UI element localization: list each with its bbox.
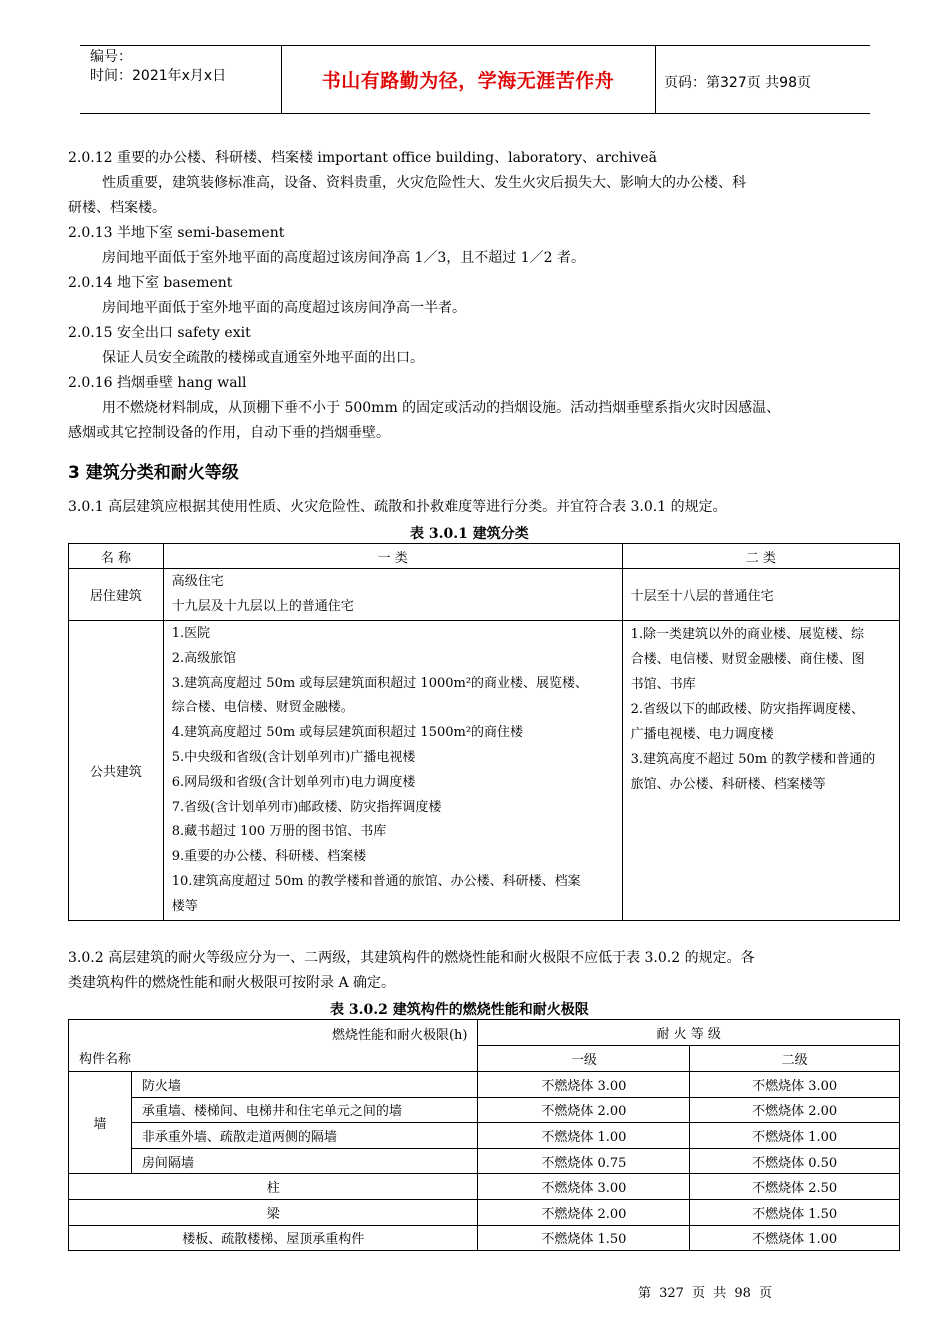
header-motto: 书山有路勤为径，学海无涯苦作舟 <box>321 70 615 92</box>
clause-2016-title: 2.0.16 挡烟垂壁 hang wall <box>68 375 247 391</box>
cell-line: 楼等 <box>171 898 198 914</box>
clause-2013-title: 2.0.13 半地下室 semi-basement <box>68 225 285 241</box>
cell-line: 3.建筑高度超过 50m 或每层建筑面积超过 1000m²的商业楼、展览楼、 <box>171 675 589 691</box>
component-name: 房间隔墙 <box>131 1148 478 1174</box>
grade-1-value: 不燃烧体 0.75 <box>478 1148 690 1174</box>
table-row <box>69 1225 900 1251</box>
table-302-caption: 表 3.0.2 建筑构件的燃烧性能和耐火极限 <box>330 1002 589 1018</box>
cell-line: 2.省级以下的邮政楼、防灾指挥调度楼、 <box>630 702 865 717</box>
clause-2012-line: 研楼、档案楼。 <box>68 200 166 216</box>
header-code: 编号： <box>90 49 132 65</box>
corner-top-label: 燃烧性能和耐火极限(h) <box>331 1028 468 1043</box>
paragraph-302-line: 类建筑构件的燃烧性能和耐火极限可按附录 A 确定。 <box>68 975 396 991</box>
header-page-info: 页码：第327页 共98页 <box>664 75 811 91</box>
cell-line: 综合楼、电信楼、财贸金融楼。 <box>171 700 354 716</box>
cell-line: 10.建筑高度超过 50m 的教学楼和普通的旅馆、办公楼、科研楼、档案 <box>171 873 581 889</box>
header-meta <box>90 48 226 86</box>
clause-2014-title: 2.0.14 地下室 basement <box>68 275 233 291</box>
page-footer: 第 327 页 共 98 页 <box>638 1286 773 1301</box>
grade-header: 耐 火 等 级 <box>478 1020 900 1046</box>
clause-2016-line: 用不燃烧材料制成，从顶棚下垂不小于 500mm 的固定或活动的挡烟设施。活动挡烟垂壁系指火灾时因感温、 <box>102 400 781 416</box>
section-3-heading: 3 建筑分类和耐火等级 <box>68 463 239 483</box>
cell-line: 广播电视楼、电力调度楼 <box>630 727 774 742</box>
grade-1-value: 不燃烧体 1.00 <box>478 1123 690 1149</box>
row-name-public: 公共建筑 <box>69 621 164 921</box>
residential-class2: 十层至十八层的普通住宅 <box>622 569 899 621</box>
clause-2015-title: 2.0.15 安全出口 safety exit <box>68 325 251 341</box>
table-row <box>69 621 900 921</box>
grade-2-value: 不燃烧体 0.50 <box>690 1148 900 1174</box>
table-header-row <box>69 544 900 569</box>
grade-1-value: 不燃烧体 1.50 <box>478 1225 690 1251</box>
paragraph-301: 3.0.1 高层建筑应根据其使用性质、火灾危险性、疏散和扑救难度等进行分类。并宜符合表 3.0.1 的规定。 <box>68 499 727 515</box>
cell-line: 8.藏书超过 100 万册的图书馆、书库 <box>171 824 387 840</box>
table-301-caption: 表 3.0.1 建筑分类 <box>410 526 529 542</box>
header-divider-2 <box>655 45 656 113</box>
header-top-rule <box>80 45 870 46</box>
clause-2013-line: 房间地平面低于室外地平面的高度超过该房间净高 1／3，且不超过 1／2 者。 <box>102 250 585 266</box>
table-header-row <box>69 1020 900 1046</box>
cell-line: 合楼、电信楼、财贸金融楼、商住楼、图 <box>630 652 865 667</box>
residential-class1 <box>163 569 622 621</box>
component-name: 楼板、疏散楼梯、屋顶承重构件 <box>69 1225 478 1251</box>
grade-2-value: 不燃烧体 2.00 <box>690 1097 900 1123</box>
cell-line: 高级住宅 <box>171 573 224 589</box>
clause-2012-line: 性质重要，建筑装修标准高，设备、资料贵重，火灾危险性大、发生火灾后损失大、影响大的办公楼、科 <box>102 175 746 191</box>
grade-2-value: 不燃烧体 3.00 <box>690 1072 900 1098</box>
table-row <box>69 1123 900 1149</box>
cell-line: 1.除一类建筑以外的商业楼、展览楼、综 <box>630 627 865 642</box>
cell-line: 3.建筑高度不超过 50m 的教学楼和普通的 <box>630 752 876 767</box>
clause-2016-line: 感烟或其它控制设备的作用，自动下垂的挡烟垂壁。 <box>68 425 390 441</box>
grade-2-value: 不燃烧体 1.50 <box>690 1199 900 1225</box>
table-row <box>69 1072 900 1098</box>
grade-1-value: 不燃烧体 3.00 <box>478 1072 690 1098</box>
clause-2012-title: 2.0.12 重要的办公楼、科研楼、档案楼 important office building、laboratory、archiveã <box>68 150 657 166</box>
col-header-class2: 二 类 <box>622 544 899 569</box>
grade-2-value: 不燃烧体 1.00 <box>690 1225 900 1251</box>
grade-1-value: 不燃烧体 3.00 <box>478 1174 690 1200</box>
header-time: 时间：2021年x月x日 <box>90 68 227 84</box>
grade-1-value: 不燃烧体 2.00 <box>478 1097 690 1123</box>
col-header-class1: 一 类 <box>163 544 622 569</box>
cell-line: 2.高级旅馆 <box>171 650 237 666</box>
component-name: 防火墙 <box>131 1072 478 1098</box>
component-name: 柱 <box>69 1174 478 1200</box>
cell-line: 十九层及十九层以上的普通住宅 <box>171 598 354 614</box>
cell-line: 7.省级(含计划单列市)邮政楼、防灾指挥调度楼 <box>171 799 442 815</box>
corner-cell <box>69 1020 478 1072</box>
cell-line: 5.中央级和省级(含计划单列市)广播电视楼 <box>171 749 416 765</box>
row-name-residential: 居住建筑 <box>69 569 164 621</box>
cell-line: 旅馆、办公楼、科研楼、档案楼等 <box>630 777 826 792</box>
wall-group-label: 墙 <box>69 1072 132 1174</box>
clause-2015-line: 保证人员安全疏散的楼梯或直通室外地平面的出口。 <box>102 350 424 366</box>
table-row <box>69 1148 900 1174</box>
table-row <box>69 569 900 621</box>
cell-line: 6.网局级和省级(含计划单列市)电力调度楼 <box>171 774 416 790</box>
corner-bottom-label: 构件名称 <box>79 1052 132 1067</box>
component-name: 承重墙、楼梯间、电梯井和住宅单元之间的墙 <box>131 1097 478 1123</box>
cell-line: 9.重要的办公楼、科研楼、档案楼 <box>171 849 367 865</box>
cell-line: 书馆、书库 <box>630 677 696 692</box>
col-header-name: 名 称 <box>69 544 164 569</box>
table-row <box>69 1199 900 1225</box>
table-row <box>69 1097 900 1123</box>
header-bottom-rule <box>80 113 870 114</box>
grade-2-header: 二级 <box>690 1046 900 1072</box>
grade-1-value: 不燃烧体 2.00 <box>478 1199 690 1225</box>
table-302 <box>68 1019 900 1251</box>
component-name: 非承重外墙、疏散走道两侧的隔墙 <box>131 1123 478 1149</box>
grade-2-value: 不燃烧体 1.00 <box>690 1123 900 1149</box>
table-301 <box>68 543 900 921</box>
cell-line: 1.医院 <box>171 626 211 641</box>
grade-1-header: 一级 <box>478 1046 690 1072</box>
public-class1 <box>163 621 622 921</box>
cell-line: 4.建筑高度超过 50m 或每层建筑面积超过 1500m²的商住楼 <box>171 725 524 741</box>
grade-2-value: 不燃烧体 2.50 <box>690 1174 900 1200</box>
public-class2 <box>622 621 899 921</box>
paragraph-302-line: 3.0.2 高层建筑的耐火等级应分为一、二两级，其建筑构件的燃烧性能和耐火极限不应低于表 3.0.2 的规定。各 <box>68 950 755 966</box>
component-name: 梁 <box>69 1199 478 1225</box>
clause-2014-line: 房间地平面低于室外地平面的高度超过该房间净高一半者。 <box>102 300 466 316</box>
table-row <box>69 1174 900 1200</box>
